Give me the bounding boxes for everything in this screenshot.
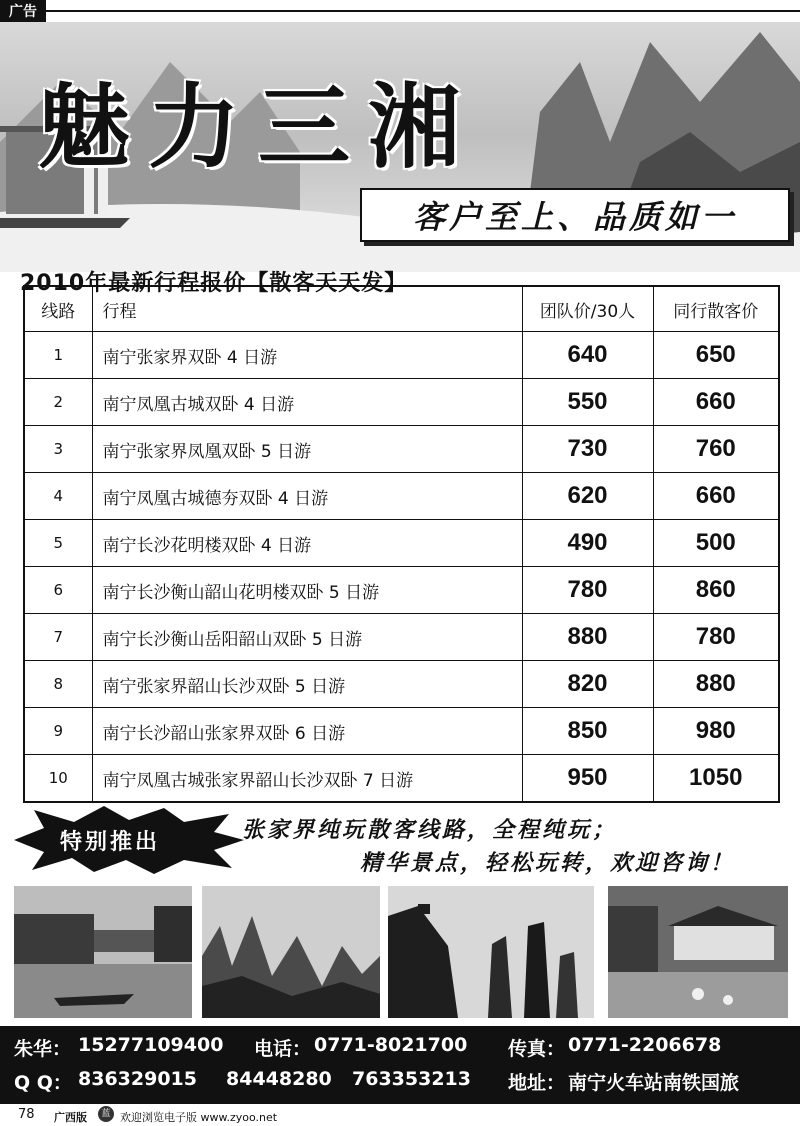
peer-price: 760 (653, 426, 779, 473)
header-peer-price: 同行散客价 (653, 286, 779, 332)
footer-note: 欢迎浏览电子版 www.zyoo.net (120, 1111, 278, 1124)
route-name: 南宁长沙衡山岳阳韶山双卧 5 日游 (92, 614, 522, 661)
route-name: 南宁张家界双卧 4 日游 (92, 332, 522, 379)
table-row (24, 379, 779, 426)
peer-price: 650 (653, 332, 779, 379)
route-no: 3 (24, 426, 92, 473)
route-no: 10 (24, 755, 92, 803)
table-header-row (24, 286, 779, 332)
peer-price: 660 (653, 379, 779, 426)
route-no: 2 (24, 379, 92, 426)
route-name: 南宁张家界韶山长沙双卧 5 日游 (92, 661, 522, 708)
contact-name-label: 朱华： (14, 1038, 72, 1060)
group-price: 780 (522, 567, 653, 614)
page-footer (0, 1104, 800, 1126)
peer-price: 880 (653, 661, 779, 708)
route-no: 1 (24, 332, 92, 379)
route-name: 南宁长沙衡山韶山花明楼双卧 5 日游 (92, 567, 522, 614)
group-price: 950 (522, 755, 653, 803)
tel-number: 0771-8021700 (314, 1034, 468, 1056)
table-row (24, 661, 779, 708)
group-price: 640 (522, 332, 653, 379)
route-name: 南宁凤凰古城张家界韶山长沙双卧 7 日游 (92, 755, 522, 803)
fax-number: 0771-2206678 (568, 1034, 722, 1056)
edition-label: 广西版 (54, 1111, 87, 1124)
table-row (24, 755, 779, 803)
group-price: 880 (522, 614, 653, 661)
tel-label: 电话： (254, 1038, 312, 1060)
route-name: 南宁凤凰古城双卧 4 日游 (92, 379, 522, 426)
route-no: 9 (24, 708, 92, 755)
route-no: 8 (24, 661, 92, 708)
promo-line-2: 精华景点，轻松玩转，欢迎咨询！ (360, 850, 736, 876)
route-no: 4 (24, 473, 92, 520)
address-text: 南宁火车站南铁国旅 (568, 1072, 740, 1094)
qq-number-2: 84448280 (226, 1068, 332, 1090)
group-price: 490 (522, 520, 653, 567)
table-row (24, 567, 779, 614)
fax-label: 传真： (508, 1038, 566, 1060)
peer-price: 860 (653, 567, 779, 614)
peer-price: 500 (653, 520, 779, 567)
price-table (23, 285, 780, 803)
edition-badge-icon: 蓝 (98, 1106, 114, 1122)
qq-number-1: 836329015 (78, 1068, 197, 1090)
route-name: 南宁长沙韶山张家界双卧 6 日游 (92, 708, 522, 755)
route-name: 南宁长沙花明楼双卧 4 日游 (92, 520, 522, 567)
contact-mobile: 15277109400 (78, 1034, 224, 1056)
header-itinerary: 行程 (92, 286, 522, 332)
hero-banner (0, 22, 800, 296)
peer-price: 660 (653, 473, 779, 520)
contact-bar (0, 1026, 800, 1104)
price-subtitle: 2010年最新行程报价【散客天天发】 (20, 271, 408, 296)
fenghuang-town-photo (14, 886, 192, 1018)
pagoda-peaks-photo (388, 886, 594, 1018)
group-price: 730 (522, 426, 653, 473)
peer-price: 780 (653, 614, 779, 661)
group-price: 820 (522, 661, 653, 708)
promo-badge-text: 特别推出 (60, 830, 161, 855)
shaoshan-house-photo (608, 886, 788, 1018)
table-row (24, 520, 779, 567)
address-label: 地址： (508, 1072, 566, 1094)
hero-slogan: 客户至上、品质如一 (360, 188, 790, 242)
qq-number-3: 763353213 (352, 1068, 471, 1090)
route-no: 7 (24, 614, 92, 661)
table-row (24, 708, 779, 755)
route-name: 南宁凤凰古城德夯双卧 4 日游 (92, 473, 522, 520)
header-route-no: 线路 (24, 286, 92, 332)
header-group-price: 团队价/30人 (522, 286, 653, 332)
group-price: 850 (522, 708, 653, 755)
table-row (24, 332, 779, 379)
qq-label: Q Q： (14, 1072, 72, 1094)
route-name: 南宁张家界凤凰双卧 5 日游 (92, 426, 522, 473)
page-number: 78 (18, 1107, 35, 1122)
table-row (24, 614, 779, 661)
route-no: 5 (24, 520, 92, 567)
top-rule (46, 10, 800, 12)
hero-title: 魅力三湘 (38, 73, 479, 181)
peer-price: 1050 (653, 755, 779, 803)
route-no: 6 (24, 567, 92, 614)
table-row (24, 426, 779, 473)
group-price: 550 (522, 379, 653, 426)
ad-tag: 广告 (0, 0, 46, 22)
misty-peaks-photo (202, 886, 380, 1018)
promo-line-1: 张家界纯玩散客线路，全程纯玩； (242, 817, 618, 843)
group-price: 620 (522, 473, 653, 520)
table-row (24, 473, 779, 520)
peer-price: 980 (653, 708, 779, 755)
